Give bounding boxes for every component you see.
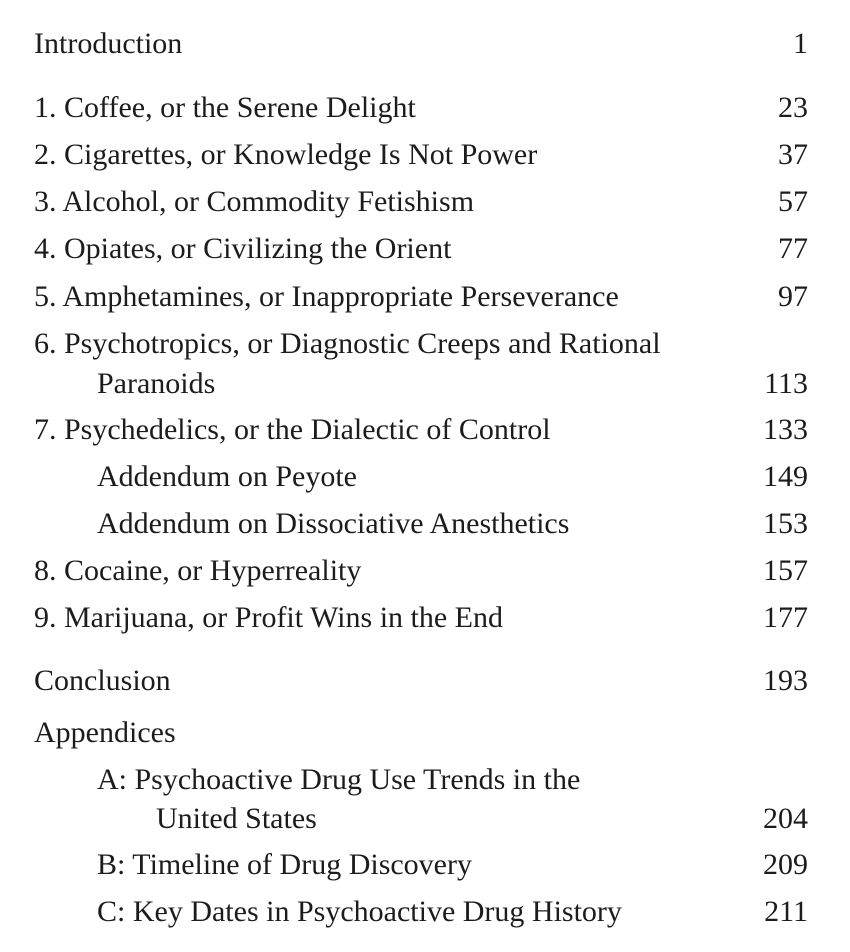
toc-entry-page: 1 [793, 27, 808, 60]
toc-entry-title: 4. Opiates, or Civilizing the Orient [34, 232, 452, 265]
toc-entry-page: 37 [778, 138, 808, 171]
toc-entry-title: 8. Cocaine, or Hyperreality [34, 554, 362, 587]
toc-entry-page: 177 [763, 601, 808, 634]
toc-entry-title: Conclusion [34, 664, 171, 697]
toc-entry-title: Addendum on Dissociative Anesthetics [97, 507, 570, 540]
toc-entry-page: 157 [763, 554, 808, 587]
toc-entry-title: A: Psychoactive Drug Use Trends in the [97, 763, 581, 796]
toc-entry-page: 153 [763, 507, 808, 540]
toc-entry-title: C: Key Dates in Psychoactive Drug History [97, 895, 622, 928]
toc-entry-title-continuation: United States [156, 802, 317, 835]
toc-entry-page: 23 [778, 91, 808, 124]
toc-entry-title: 3. Alcohol, or Commodity Fetishism [34, 185, 475, 218]
toc-entry-page: 57 [778, 185, 808, 218]
toc-entry-page: 211 [764, 895, 808, 928]
toc-entry-title: B: Timeline of Drug Discovery [97, 848, 472, 881]
toc-entry-page: 204 [763, 802, 808, 835]
toc-entry-page: 77 [778, 232, 808, 265]
toc-entry-title: 2. Cigarettes, or Knowledge Is Not Power [34, 138, 538, 171]
toc-entry-title: Addendum on Peyote [97, 460, 357, 493]
toc-entry-title: Appendices [34, 716, 176, 749]
toc-entry-title: 5. Amphetamines, or Inappropriate Perseverance [34, 280, 619, 313]
toc-entry-title: Introduction [34, 27, 183, 60]
toc-entry-page: 133 [763, 413, 808, 446]
toc-entry-title: 1. Coffee, or the Serene Delight [34, 91, 416, 124]
toc-entry-page: 113 [764, 367, 808, 400]
toc-entry-title-continuation: Paranoids [97, 367, 216, 400]
toc-entry-title: 7. Psychedelics, or the Dialectic of Control [34, 413, 551, 446]
toc-entry-title: 6. Psychotropics, or Diagnostic Creeps and Rational [34, 327, 661, 360]
toc-entry-page: 149 [763, 460, 808, 493]
toc-entry-page: 209 [763, 848, 808, 881]
toc-entry-title: 9. Marijuana, or Profit Wins in the End [34, 601, 503, 634]
toc-entry-page: 97 [778, 280, 808, 313]
toc-entry-page: 193 [763, 664, 808, 697]
